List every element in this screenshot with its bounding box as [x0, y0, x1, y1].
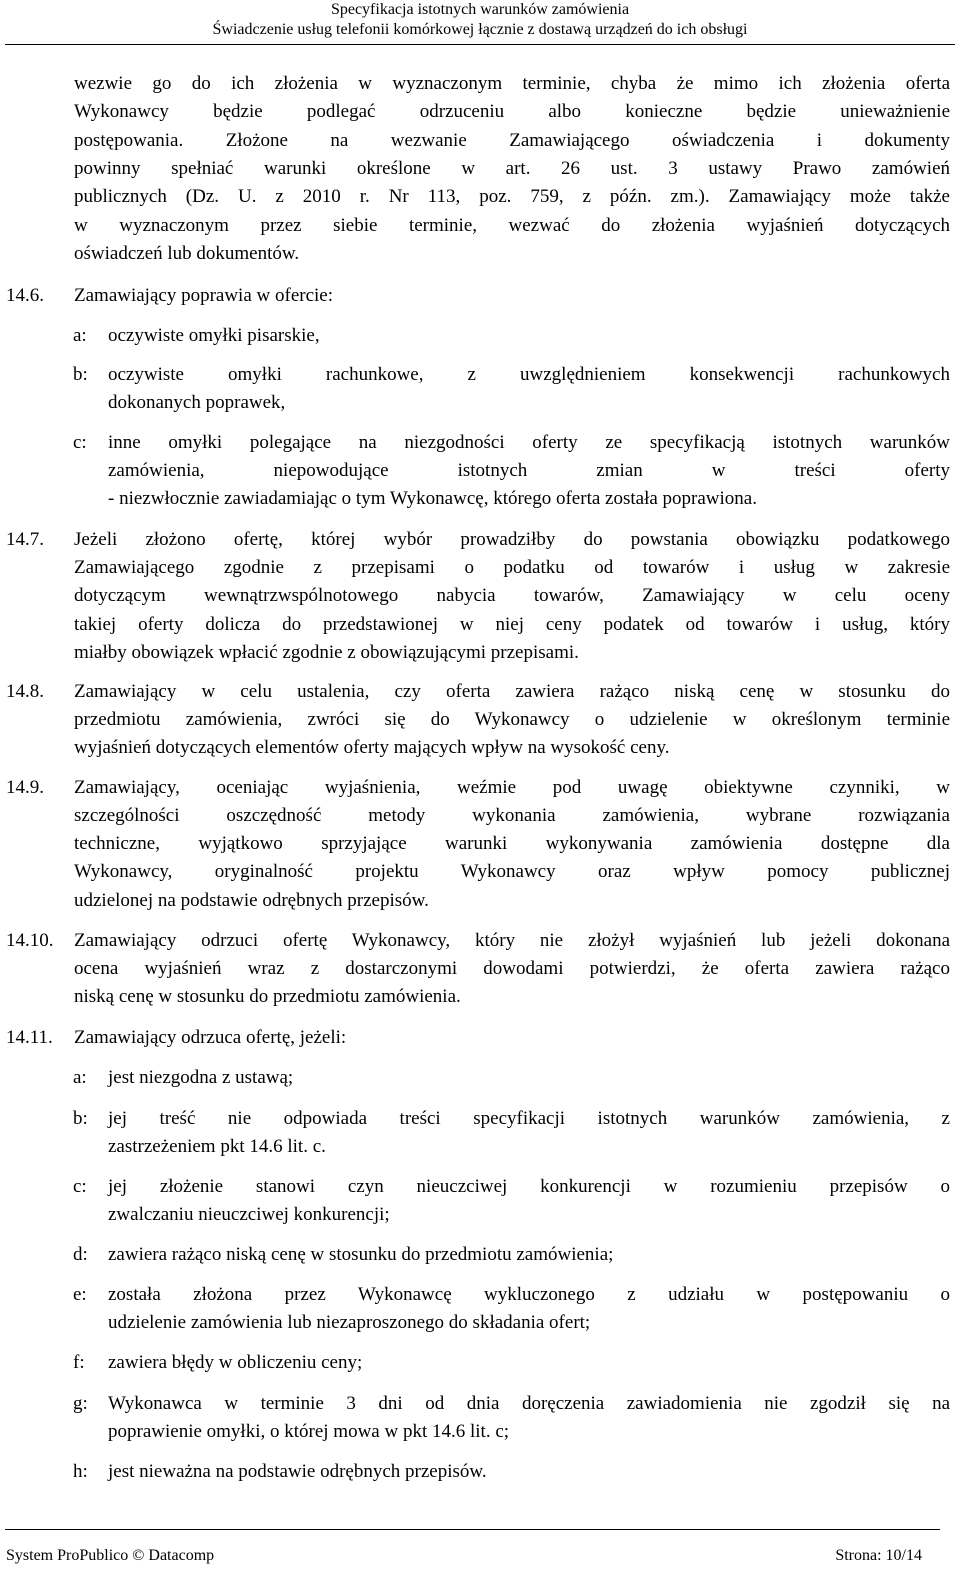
- item-text: zawiera rażąco niską cenę w stosunku do przedmiotu zamówienia;: [108, 1244, 614, 1265]
- item-letter: d:: [73, 1244, 88, 1265]
- item-text: zwalczaniu nieuczciwej konkurencji;: [108, 1204, 390, 1225]
- item-letter: b:: [73, 364, 88, 385]
- text-line: oświadczeń lub dokumentów.: [74, 243, 300, 264]
- text-line: dotyczącym wewnątrzwspólnotowego nabycia towarów, Zamawiający w celu oceny: [74, 585, 950, 606]
- text-line: Zamawiającego zgodnie z przepisami o podatku od towarów i usług w zakresie: [74, 557, 950, 578]
- item-letter: h:: [73, 1461, 88, 1482]
- text-line: Wykonawcy będzie podlegać odrzuceniu albo konieczne będzie unieważnienie: [74, 101, 950, 122]
- section-number: 14.7.: [6, 529, 44, 550]
- text-line: publicznych (Dz. U. z 2010 r. Nr 113, poz. 759, z późn. zm.). Zamawiający może także: [74, 186, 950, 207]
- section-number: 14.6.: [6, 285, 44, 306]
- section-title: Zamawiający odrzuca ofertę, jeżeli:: [74, 1027, 347, 1048]
- text-line: takiej oferty dolicza do przedstawionej w niej ceny podatek od towarów i usług, który: [74, 614, 950, 635]
- text-line: szczególności oszczędność metody wykonania zamówienia, wybrane rozwiązania: [74, 805, 950, 826]
- item-text: została złożona przez Wykonawcę wykluczonego z udziału w postępowaniu o: [108, 1284, 950, 1305]
- text-line: niską cenę w stosunku do przedmiotu zamówienia.: [74, 986, 461, 1007]
- page-number: Strona: 10/14: [835, 1547, 922, 1564]
- text-line: przedmiotu zamówienia, zwróci się do Wykonawcy o udzielenie w określonym terminie: [74, 709, 950, 730]
- header-title: Specyfikacja istotnych warunków zamówienia: [330, 1, 630, 18]
- header-subtitle: Świadczenie usług telefonii komórkowej łącznie z dostawą urządzeń do ich obsługi: [212, 21, 748, 38]
- text-line: Wykonawcy, oryginalność projektu Wykonawcy oraz wpływ pomocy publicznej: [74, 861, 950, 882]
- item-text: jest niezgodna z ustawą;: [108, 1067, 294, 1088]
- item-text: jest nieważna na podstawie odrębnych przepisów.: [108, 1461, 487, 1482]
- item-text: Wykonawca w terminie 3 dni od dnia doręczenia zawiadomienia nie zgodził się na: [108, 1393, 950, 1414]
- item-letter: g:: [73, 1393, 88, 1414]
- text-line: techniczne, wyjątkowo sprzyjające warunki wykonywania zamówienia dostępne dla: [74, 833, 950, 854]
- text-line: Zamawiający w celu ustalenia, czy oferta zawiera rażąco niską cenę w stosunku do: [74, 681, 950, 702]
- item-text: poprawienie omyłki, o której mowa w pkt 14.6 lit. c;: [108, 1421, 510, 1442]
- text-line: w wyznaczonym przez siebie terminie, wezwać do złożenia wyjaśnień dotyczących: [74, 215, 950, 236]
- text-line: Jeżeli złożono ofertę, której wybór prowadziłby do powstania obowiązku podatkowego: [74, 529, 950, 550]
- section-title: Zamawiający poprawia w ofercie:: [74, 285, 334, 306]
- item-letter: a:: [73, 325, 87, 346]
- item-letter: f:: [73, 1352, 85, 1373]
- item-letter: b:: [73, 1108, 88, 1129]
- text-line: miałby obowiązek wpłacić zgodnie z obowiązującymi przepisami.: [74, 642, 579, 663]
- footer-copyright: System ProPublico © Datacomp: [6, 1547, 215, 1564]
- text-line: Zamawiający, oceniając wyjaśnienia, weźmie pod uwagę obiektywne czynniki, w: [74, 777, 950, 798]
- item-text: jej treść nie odpowiada treści specyfikacji istotnych warunków zamówienia, z: [108, 1108, 950, 1129]
- text-line: postępowania. Złożone na wezwanie Zamawiającego oświadczenia i dokumenty: [74, 130, 950, 151]
- item-text: udzielenie zamówienia lub niezaproszonego do składania ofert;: [108, 1312, 591, 1333]
- item-text: oczywiste omyłki pisarskie,: [108, 325, 320, 346]
- item-text: inne omyłki polegające na niezgodności oferty ze specyfikacją istotnych warunków: [108, 432, 950, 453]
- item-letter: e:: [73, 1284, 87, 1305]
- item-text: zawiera błędy w obliczeniu ceny;: [108, 1352, 363, 1373]
- item-letter: c:: [73, 432, 87, 453]
- item-text: jej złożenie stanowi czyn nieuczciwej konkurencji w rozumieniu przepisów o: [108, 1176, 950, 1197]
- text-line: ocena wyjaśnień wraz z dostarczonymi dowodami potwierdzi, że oferta zawiera rażąco: [74, 958, 950, 979]
- section-number: 14.9.: [6, 777, 44, 798]
- item-text: zastrzeżeniem pkt 14.6 lit. c.: [108, 1136, 326, 1157]
- section-number: 14.10.: [6, 930, 54, 951]
- item-text: zamówienia, niepowodujące istotnych zmian w treści oferty: [108, 460, 950, 481]
- item-text: oczywiste omyłki rachunkowe, z uwzględnieniem konsekwencji rachunkowych: [108, 364, 950, 385]
- section-number: 14.8.: [6, 681, 44, 702]
- text-line: powinny spełniać warunki określone w art. 26 ust. 3 ustawy Prawo zamówień: [74, 158, 950, 179]
- item-letter: c:: [73, 1176, 87, 1197]
- text-line: wezwie go do ich złożenia w wyznaczonym terminie, chyba że mimo ich złożenia oferta: [74, 73, 950, 94]
- footer-divider: [5, 1529, 940, 1530]
- section-number: 14.11.: [6, 1027, 53, 1048]
- text-line: wyjaśnień dotyczących elementów oferty mających wpływ na wysokość ceny.: [74, 737, 670, 758]
- item-text: - niezwłocznie zawiadamiając o tym Wykonawcę, którego oferta została poprawiona.: [108, 488, 757, 509]
- header-divider: [5, 44, 955, 45]
- text-line: udzielonej na podstawie odrębnych przepisów.: [74, 890, 429, 911]
- item-text: dokonanych poprawek,: [108, 392, 286, 413]
- text-line: Zamawiający odrzuci ofertę Wykonawcy, który nie złożył wyjaśnień lub jeżeli dokonana: [74, 930, 950, 951]
- item-letter: a:: [73, 1067, 87, 1088]
